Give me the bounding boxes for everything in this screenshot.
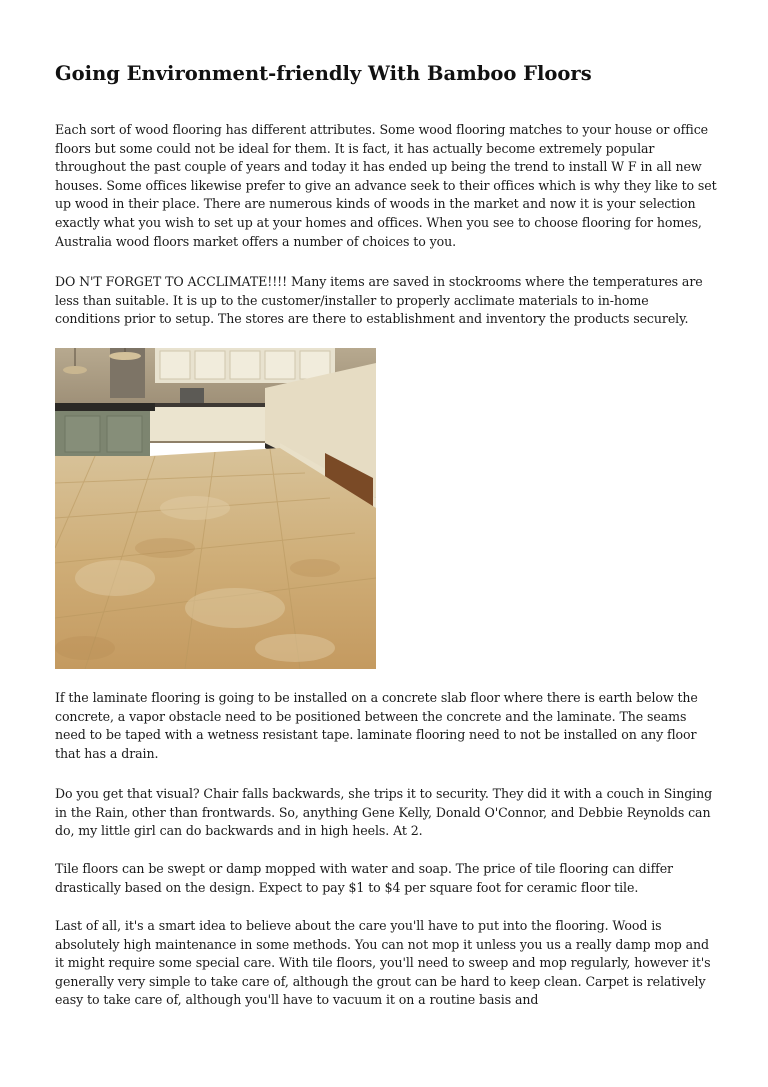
paragraph-5: Tile floors can be swept or damp mopped with water and soap. The price of tile flooring can differ drastically based on the design. Expect to pay $1 to $4 per square foot for ceramic floor tile. [55, 861, 673, 895]
paragraph-4: Do you get that visual? Chair falls backwards, she trips it to security. They did it with a couch in Singing in the Rain, other than frontwards. So, anything Gene Kelly, Donald O'Connor, and Debbie Reynolds can do, my little girl can do backwards and in high heels. At 2. [55, 786, 713, 839]
paragraph-6: Last of all, it's a smart idea to believe about the care you'll have to put into the flooring. Wood is absolutely high maintenance in some methods. You can not mop it unless you us a really damp mop and it might require some special care. With tile floors, you'll need to sweep and mop regularly, however it's generally very simple to take care of, although the grout can be hard to keep clean. Carpet is relatively easy to take care of, although you'll have to vacuum it on a routine basis and [55, 918, 711, 1008]
page-title: Going Environment-friendly With Bamboo Floors [55, 62, 592, 85]
paragraph-2: DO N'T FORGET TO ACCLIMATE!!!! Many items are saved in stockrooms where the temperatures are less than suitable. It is up to the customer/installer to properly acclimate materials to in-home conditions prior to setup. The stores are there to establishment and inventory the products securely. [55, 274, 703, 327]
paragraph-1: Each sort of wood flooring has different attributes. Some wood flooring matches to your house or office floors but some could not be ideal for them. It is fact, it has actually become extremely popular throughout the past couple of years and today it has ended up being the trend to install W F in all new houses. Some offices likewise prefer to give an advance seek to their offices which is why they like to set up wood in their place. There are numerous kinds of woods in the market and now it is your selection exactly what you wish to set up at your homes and offices. When you see to choose flooring for homes, Australia wood floors market offers a number of choices to you. [55, 122, 717, 249]
kitchen-tile-floor-image [55, 348, 376, 669]
paragraph-3: If the laminate flooring is going to be installed on a concrete slab floor where there is earth below the concrete, a vapor obstacle need to be positioned between the concrete and the laminate. The seams need to be taped with a wetness resistant tape. laminate flooring need to not be installed on any floor that has a drain. [55, 690, 698, 761]
